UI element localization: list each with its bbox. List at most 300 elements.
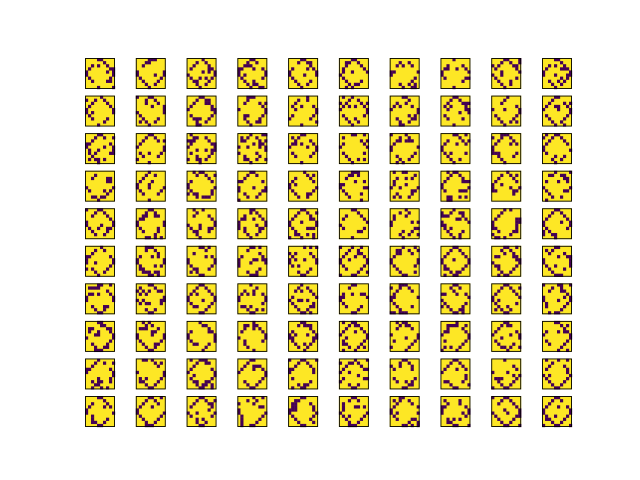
pixel-mark xyxy=(246,146,249,149)
pixel-mark xyxy=(408,195,411,198)
pixel-mark xyxy=(551,249,554,252)
panel-r0-c2 xyxy=(187,58,217,89)
pixel-mark xyxy=(545,302,548,305)
pixel-mark xyxy=(566,330,569,333)
panel-r6-c8 xyxy=(491,283,521,314)
pixel-mark xyxy=(157,117,160,120)
pixel-mark xyxy=(205,83,208,86)
pixel-mark xyxy=(545,415,548,418)
pixel-mark xyxy=(399,365,402,368)
pixel-mark xyxy=(515,368,518,371)
panel-r9-c7 xyxy=(440,396,470,427)
pixel-mark xyxy=(211,142,214,145)
pixel-mark xyxy=(363,293,366,296)
pixel-mark xyxy=(246,346,249,349)
pixel-mark xyxy=(211,368,214,371)
pixel-mark xyxy=(252,290,255,293)
pixel-mark xyxy=(148,183,151,186)
pixel-mark xyxy=(91,195,94,198)
pixel-mark xyxy=(309,227,312,230)
pixel-mark xyxy=(258,227,261,230)
pixel-mark xyxy=(506,305,509,308)
pixel-mark xyxy=(503,408,506,411)
pixel-mark xyxy=(255,286,258,289)
pixel-mark xyxy=(551,421,554,424)
pixel-mark xyxy=(342,142,345,145)
pixel-mark xyxy=(464,330,467,333)
pixel-mark xyxy=(342,377,345,380)
pixel-mark xyxy=(458,346,461,349)
pixel-mark xyxy=(464,102,467,105)
pixel-mark xyxy=(455,142,458,145)
pixel-mark xyxy=(94,421,97,424)
pixel-mark xyxy=(261,302,264,305)
pixel-mark xyxy=(291,180,294,183)
pixel-mark xyxy=(408,99,411,102)
pixel-mark xyxy=(252,324,255,327)
pixel-mark xyxy=(139,152,142,155)
pixel-mark xyxy=(148,290,151,293)
pixel-mark xyxy=(554,233,557,236)
pixel-mark xyxy=(548,64,551,67)
pixel-mark xyxy=(208,195,211,198)
pixel-mark xyxy=(291,377,294,380)
pixel-mark xyxy=(157,214,160,217)
pixel-mark xyxy=(208,155,211,158)
pixel-mark xyxy=(515,218,518,221)
pixel-mark xyxy=(309,305,312,308)
pixel-mark xyxy=(494,180,497,183)
panel-r5-c3 xyxy=(237,246,267,277)
pixel-mark xyxy=(88,158,91,161)
pixel-mark xyxy=(345,343,348,346)
pixel-mark xyxy=(500,346,503,349)
pixel-mark xyxy=(500,383,503,386)
pixel-mark xyxy=(211,264,214,267)
pixel-mark xyxy=(563,67,566,70)
pixel-mark xyxy=(160,339,163,342)
pixel-mark xyxy=(551,174,554,177)
pixel-mark xyxy=(306,195,309,198)
pixel-mark xyxy=(246,174,249,177)
panel-r1-c1 xyxy=(136,96,166,127)
pixel-mark xyxy=(449,271,452,274)
pixel-mark xyxy=(205,383,208,386)
pixel-mark xyxy=(509,233,512,236)
pixel-mark xyxy=(109,368,112,371)
pixel-mark xyxy=(211,152,214,155)
pixel-mark xyxy=(208,343,211,346)
panel-background xyxy=(390,133,420,164)
pixel-mark xyxy=(414,152,417,155)
pixel-mark xyxy=(515,293,518,296)
panel-r6-c7 xyxy=(440,283,470,314)
pixel-mark xyxy=(411,221,414,224)
panel-r1-c8 xyxy=(491,96,521,127)
pixel-mark xyxy=(255,365,258,368)
pixel-mark xyxy=(443,67,446,70)
pixel-mark xyxy=(106,180,109,183)
pixel-mark xyxy=(461,305,464,308)
pixel-mark xyxy=(560,77,563,80)
pixel-mark xyxy=(560,158,563,161)
pixel-mark xyxy=(88,293,91,296)
pixel-mark xyxy=(509,286,512,289)
pixel-mark xyxy=(240,305,243,308)
pixel-mark xyxy=(255,233,258,236)
pixel-mark xyxy=(157,139,160,142)
pixel-mark xyxy=(103,120,106,123)
pixel-mark xyxy=(157,192,160,195)
pixel-mark xyxy=(446,324,449,327)
pixel-mark xyxy=(246,249,249,252)
pixel-mark xyxy=(151,330,154,333)
pixel-mark xyxy=(109,330,112,333)
pixel-mark xyxy=(411,327,414,330)
pixel-mark xyxy=(148,186,151,189)
pixel-mark xyxy=(464,108,467,111)
pixel-mark xyxy=(106,227,109,230)
panel-r5-c6 xyxy=(390,246,420,277)
pixel-mark xyxy=(500,421,503,424)
pixel-mark xyxy=(464,302,467,305)
pixel-mark xyxy=(345,267,348,270)
pixel-mark xyxy=(494,255,497,258)
panel-r9-c1 xyxy=(136,396,166,427)
pixel-mark xyxy=(446,365,449,368)
pixel-mark xyxy=(309,252,312,255)
pixel-mark xyxy=(291,114,294,117)
pixel-mark xyxy=(461,117,464,120)
pixel-mark xyxy=(351,293,354,296)
panel-r2-c2 xyxy=(187,133,217,164)
pixel-mark xyxy=(509,333,512,336)
pixel-mark xyxy=(205,158,208,161)
pixel-mark xyxy=(258,139,261,142)
pixel-mark xyxy=(461,64,464,67)
pixel-mark xyxy=(294,408,297,411)
pixel-mark xyxy=(345,336,348,339)
pixel-mark xyxy=(566,415,569,418)
pixel-mark xyxy=(190,271,193,274)
pixel-mark xyxy=(306,271,309,274)
pixel-mark xyxy=(294,102,297,105)
pixel-mark xyxy=(300,142,303,145)
pixel-mark xyxy=(342,105,345,108)
panel-background xyxy=(85,96,115,127)
pixel-mark xyxy=(345,155,348,158)
pixel-mark xyxy=(464,377,467,380)
pixel-mark xyxy=(294,80,297,83)
pixel-mark xyxy=(193,80,196,83)
pixel-mark xyxy=(109,327,112,330)
panel-r2-c4 xyxy=(288,133,318,164)
pixel-mark xyxy=(261,142,264,145)
pixel-mark xyxy=(449,233,452,236)
panel-r3-c9 xyxy=(542,171,572,202)
pixel-mark xyxy=(563,117,566,120)
panel-background xyxy=(542,171,572,202)
panel-r0-c0 xyxy=(85,58,115,89)
pixel-mark xyxy=(154,346,157,349)
pixel-mark xyxy=(291,227,294,230)
pixel-mark xyxy=(145,174,148,177)
pixel-mark xyxy=(94,362,97,365)
pixel-mark xyxy=(411,418,414,421)
pixel-mark xyxy=(103,61,106,64)
pixel-mark xyxy=(154,271,157,274)
panel-r1-c4 xyxy=(288,96,318,127)
pixel-mark xyxy=(563,189,566,192)
pixel-mark xyxy=(294,230,297,233)
pixel-mark xyxy=(408,383,411,386)
pixel-mark xyxy=(363,346,366,349)
pixel-mark xyxy=(393,105,396,108)
pixel-mark xyxy=(563,155,566,158)
pixel-mark xyxy=(449,105,452,108)
pixel-mark xyxy=(515,230,518,233)
panel-r5-c2 xyxy=(187,246,217,277)
pixel-mark xyxy=(557,180,560,183)
panel-r9-c9 xyxy=(542,396,572,427)
pixel-mark xyxy=(145,61,148,64)
pixel-mark xyxy=(500,70,503,73)
pixel-mark xyxy=(97,383,100,386)
panel-r4-c6 xyxy=(390,208,420,239)
pixel-mark xyxy=(545,227,548,230)
pixel-mark xyxy=(106,346,109,349)
pixel-mark xyxy=(348,383,351,386)
pixel-mark xyxy=(154,174,157,177)
pixel-mark xyxy=(243,155,246,158)
pixel-mark xyxy=(509,174,512,177)
pixel-mark xyxy=(458,189,461,192)
pixel-mark xyxy=(97,380,100,383)
panel-background xyxy=(390,358,420,389)
pixel-mark xyxy=(109,180,112,183)
pixel-mark xyxy=(103,346,106,349)
pixel-mark xyxy=(393,293,396,296)
pixel-mark xyxy=(196,192,199,195)
pixel-mark xyxy=(145,421,148,424)
pixel-mark xyxy=(139,227,142,230)
pixel-mark xyxy=(211,415,214,418)
pixel-mark xyxy=(243,102,246,105)
pixel-mark xyxy=(563,305,566,308)
pixel-mark xyxy=(91,252,94,255)
pixel-mark xyxy=(345,192,348,195)
pixel-mark xyxy=(196,136,199,139)
pixel-mark xyxy=(190,368,193,371)
pixel-mark xyxy=(196,293,199,296)
pixel-mark xyxy=(291,302,294,305)
pixel-mark xyxy=(458,271,461,274)
pixel-mark xyxy=(91,214,94,217)
panel-r9-c5 xyxy=(339,396,369,427)
pixel-mark xyxy=(312,114,315,117)
pixel-mark xyxy=(512,343,515,346)
panel-r6-c3 xyxy=(237,283,267,314)
pixel-mark xyxy=(446,402,449,405)
pixel-mark xyxy=(139,189,142,192)
pixel-mark xyxy=(515,120,518,123)
pixel-mark xyxy=(512,365,515,368)
pixel-mark xyxy=(139,339,142,342)
pixel-mark xyxy=(509,346,512,349)
pixel-mark xyxy=(357,120,360,123)
pixel-mark xyxy=(139,255,142,258)
pixel-mark xyxy=(106,290,109,293)
pixel-mark xyxy=(548,267,551,270)
pixel-mark xyxy=(243,230,246,233)
pixel-mark xyxy=(91,117,94,120)
pixel-mark xyxy=(103,249,106,252)
pixel-mark xyxy=(354,405,357,408)
pixel-mark xyxy=(106,305,109,308)
panel-r2-c7 xyxy=(440,133,470,164)
pixel-mark xyxy=(545,67,548,70)
pixel-mark xyxy=(393,296,396,299)
pixel-mark xyxy=(408,136,411,139)
pixel-mark xyxy=(461,211,464,214)
pixel-mark xyxy=(443,380,446,383)
pixel-mark xyxy=(396,267,399,270)
pixel-mark xyxy=(393,399,396,402)
pixel-mark xyxy=(464,152,467,155)
pixel-mark xyxy=(294,399,297,402)
pixel-mark xyxy=(211,218,214,221)
panel-background xyxy=(390,321,420,352)
pixel-mark xyxy=(363,264,366,267)
pixel-mark xyxy=(449,324,452,327)
pixel-mark xyxy=(306,346,309,349)
pixel-mark xyxy=(554,105,557,108)
pixel-mark xyxy=(205,136,208,139)
pixel-mark xyxy=(345,117,348,120)
pixel-mark xyxy=(399,139,402,142)
pixel-mark xyxy=(211,77,214,80)
pixel-mark xyxy=(246,114,249,117)
pixel-mark xyxy=(408,139,411,142)
pixel-mark xyxy=(560,120,563,123)
pixel-mark xyxy=(202,299,205,302)
pixel-mark xyxy=(545,152,548,155)
pixel-mark xyxy=(509,324,512,327)
pixel-mark xyxy=(154,421,157,424)
pixel-mark xyxy=(563,80,566,83)
pixel-mark xyxy=(154,362,157,365)
pixel-mark xyxy=(196,99,199,102)
pixel-mark xyxy=(190,293,193,296)
pixel-mark xyxy=(566,368,569,371)
pixel-mark xyxy=(515,64,518,67)
pixel-mark xyxy=(154,343,157,346)
pixel-mark xyxy=(261,67,264,70)
pixel-mark xyxy=(503,99,506,102)
pixel-mark xyxy=(297,421,300,424)
pixel-mark xyxy=(563,380,566,383)
pixel-mark xyxy=(545,339,548,342)
pixel-mark xyxy=(240,418,243,421)
panel-r3-c7 xyxy=(440,171,470,202)
pixel-mark xyxy=(154,214,157,217)
pixel-mark xyxy=(139,302,142,305)
pixel-mark xyxy=(464,195,467,198)
pixel-mark xyxy=(515,330,518,333)
pixel-mark xyxy=(399,362,402,365)
pixel-mark xyxy=(399,249,402,252)
pixel-mark xyxy=(551,136,554,139)
pixel-mark xyxy=(309,192,312,195)
pixel-mark xyxy=(393,415,396,418)
pixel-mark xyxy=(512,255,515,258)
pixel-mark xyxy=(258,230,261,233)
pixel-mark xyxy=(261,77,264,80)
pixel-mark xyxy=(348,421,351,424)
pixel-mark xyxy=(342,296,345,299)
pixel-mark xyxy=(497,155,500,158)
pixel-mark xyxy=(306,192,309,195)
panel-r0-c9 xyxy=(542,58,572,89)
pixel-mark xyxy=(243,227,246,230)
pixel-mark xyxy=(500,399,503,402)
panel-r7-c4 xyxy=(288,321,318,352)
pixel-mark xyxy=(208,117,211,120)
pixel-mark xyxy=(414,83,417,86)
pixel-mark xyxy=(103,324,106,327)
pixel-mark xyxy=(139,77,142,80)
pixel-mark xyxy=(157,255,160,258)
pixel-mark xyxy=(205,174,208,177)
pixel-mark xyxy=(414,271,417,274)
pixel-mark xyxy=(139,114,142,117)
pixel-mark xyxy=(291,405,294,408)
pixel-mark xyxy=(396,418,399,421)
pixel-mark xyxy=(142,139,145,142)
pixel-mark xyxy=(297,383,300,386)
pixel-mark xyxy=(512,117,515,120)
pixel-mark xyxy=(261,308,264,311)
pixel-mark xyxy=(494,330,497,333)
pixel-mark xyxy=(312,421,315,424)
pixel-mark xyxy=(312,405,315,408)
pixel-mark xyxy=(342,302,345,305)
pixel-mark xyxy=(154,136,157,139)
pixel-mark xyxy=(196,117,199,120)
pixel-mark xyxy=(494,377,497,380)
pixel-mark xyxy=(443,302,446,305)
pixel-mark xyxy=(142,230,145,233)
panel-r2-c8 xyxy=(491,133,521,164)
pixel-mark xyxy=(145,120,148,123)
pixel-mark xyxy=(509,249,512,252)
pixel-mark xyxy=(154,74,157,77)
pixel-mark xyxy=(193,290,196,293)
pixel-mark xyxy=(157,230,160,233)
pixel-mark xyxy=(342,114,345,117)
pixel-mark xyxy=(342,405,345,408)
pixel-mark xyxy=(458,249,461,252)
pixel-mark xyxy=(348,415,351,418)
pixel-mark xyxy=(193,117,196,120)
pixel-mark xyxy=(455,218,458,221)
pixel-mark xyxy=(157,365,160,368)
panel-r5-c0 xyxy=(85,246,115,277)
pixel-mark xyxy=(91,380,94,383)
pixel-mark xyxy=(246,158,249,161)
pixel-mark xyxy=(455,67,458,70)
pixel-mark xyxy=(411,117,414,120)
